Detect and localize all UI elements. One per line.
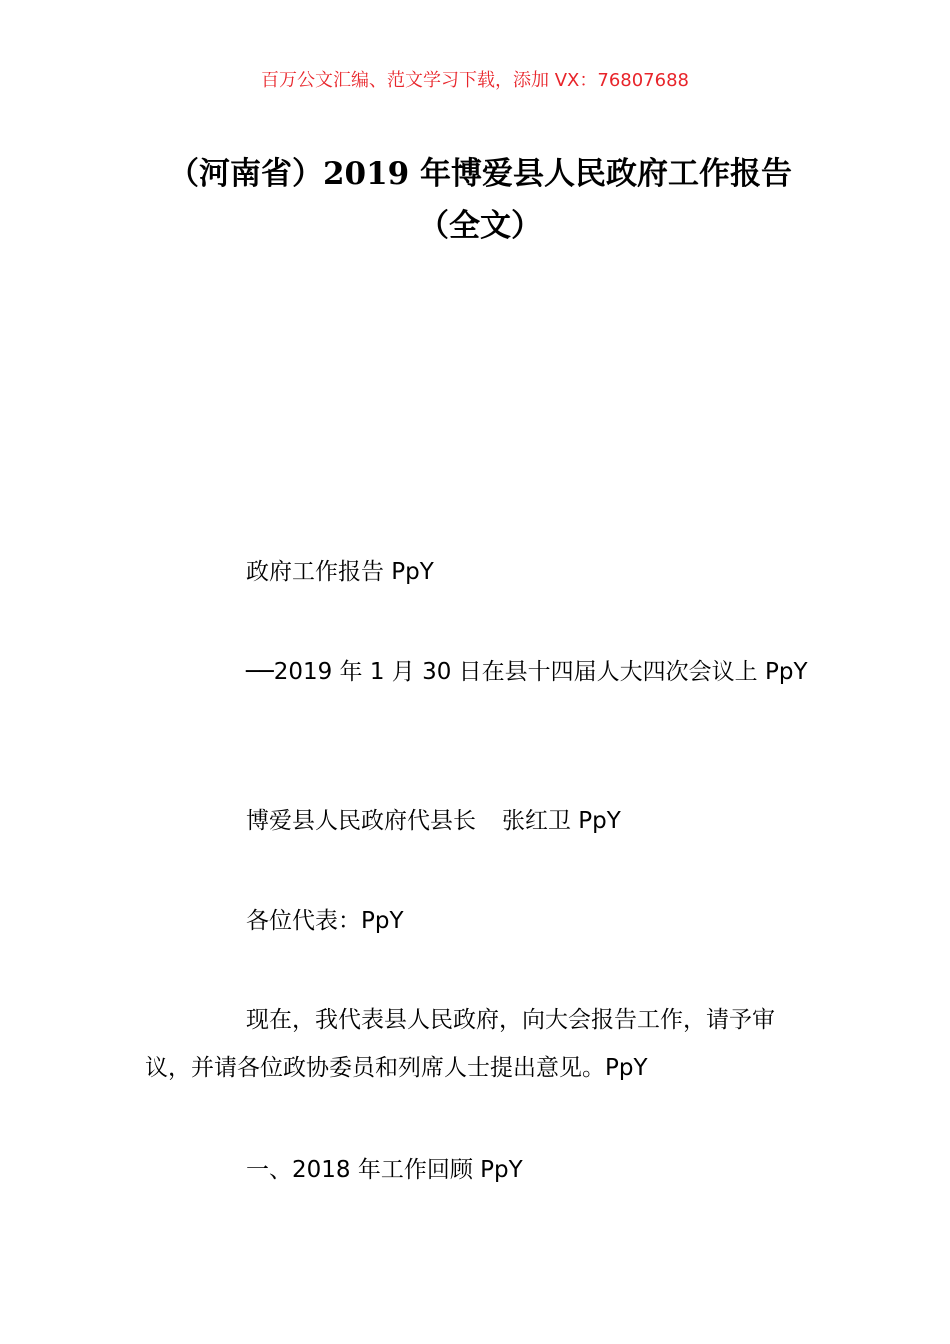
speaker-name: 张红卫 PpY xyxy=(502,808,621,834)
opening-paragraph: 现在，我代表县人民政府，向大会报告工作，请予审议，并请各位政协委员和列席人士提出意见。PpY xyxy=(145,1007,775,1081)
report-heading: 政府工作报告 PpY xyxy=(246,559,434,585)
document-title: （河南省）2019 年博爱县人民政府工作报告（全文） xyxy=(167,156,793,244)
header-note: 百万公文汇编、范文学习下载，添加 VX：76807688 xyxy=(261,70,689,91)
salutation: 各位代表：PpY xyxy=(246,908,404,934)
speaker-title: 博爱县人民政府代县长 xyxy=(246,808,476,834)
report-subtitle: ──2019 年 1 月 30 日在县十四届人大四次会议上 PpY xyxy=(246,659,808,685)
section-heading-one: 一、2018 年工作回顾 PpY xyxy=(246,1157,523,1183)
speaker-line xyxy=(145,797,813,845)
